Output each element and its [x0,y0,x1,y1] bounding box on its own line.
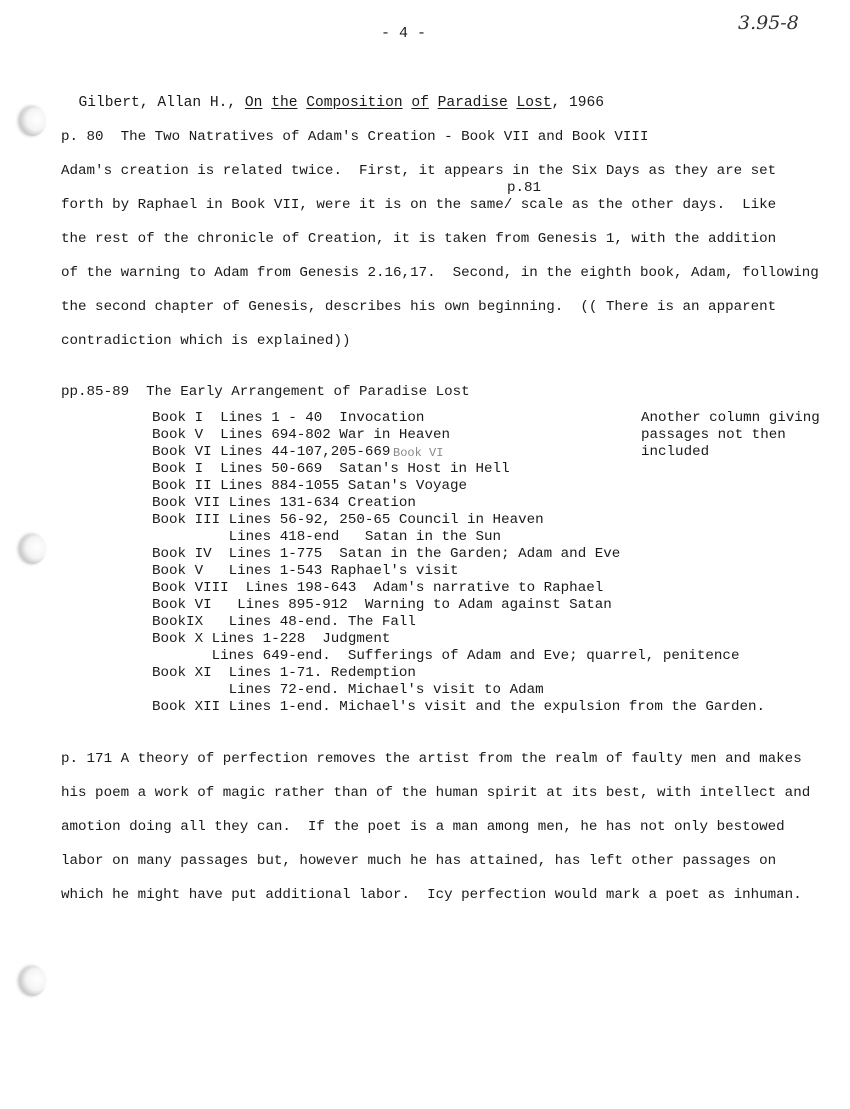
punch-hole-middle [20,534,46,564]
section3-line: which he might have put additional labor. Icy perfection would mark a poet as inhuman. [61,887,802,903]
arrangement-item: Book VIII Lines 198-643 Adam's narrative to Raphael [152,580,604,596]
arrangement-item: Book VII Lines 131-634 Creation [152,495,416,511]
section1-heading: p. 80 The Two Natratives of Adam's Creation - Book VII and Book VIII [61,129,649,145]
arrangement-item: Book VI Lines 44-107,205-669 [152,444,391,460]
arrangement-item: BookIX Lines 48-end. The Fall [152,614,416,630]
citation-title-word: the [271,95,298,111]
citation-title-word: Lost [516,95,552,111]
arrangement-item: Book II Lines 884-1055 Satan's Voyage [152,478,468,494]
arrangement-item: Book IV Lines 1-775 Satan in the Garden; Adam and Eve [152,546,621,562]
section1-line: Adam's creation is related twice. First, it appears in the Six Days as they are set [61,163,777,179]
section3-line: labor on many passages but, however much he has attained, has left other passages on [61,853,777,869]
citation-author: Gilbert, Allan H., [78,95,245,111]
arrangement-item: Book VI Lines 895-912 Warning to Adam against Satan [152,597,612,613]
citation-title-word: of [411,95,429,111]
arrangement-item: Lines 649-end. Sufferings of Adam and Eve; quarrel, penitence [152,648,740,664]
section1-line: forth by Raphael in Book VII, were it is on the same/ scale as the other days. Like [61,197,777,213]
section3-line: amotion doing all they can. If the poet is a man among men, he has not only bestowed [61,819,785,835]
arrangement-item: Book XII Lines 1-end. Michael's visit and the expulsion from the Garden. [152,699,765,715]
section1-line: the rest of the chronicle of Creation, it is taken from Genesis 1, with the addition [61,231,777,247]
section1-line: the second chapter of Genesis, describes his own beginning. (( There is an apparent [61,299,777,315]
citation-title-word: Paradise [437,95,508,111]
section2-heading: pp.85-89 The Early Arrangement of Paradise Lost [61,384,470,400]
side-note-line: included [641,444,710,460]
side-note-line: Another column giving [641,410,820,426]
arrangement-item: Book I Lines 1 - 40 Invocation [152,410,425,426]
page-number: - 4 - [381,25,427,42]
arrangement-item: Book III Lines 56-92, 250-65 Council in Heaven [152,512,544,528]
handwritten-reference: 3.95-8 [738,12,799,34]
arrangement-item: Book V Lines 1-543 Raphael's visit [152,563,459,579]
arrangement-item: Book I Lines 50-669 Satan's Host in Hell [152,461,510,477]
arrangement-item: Book XI Lines 1-71. Redemption [152,665,416,681]
punch-hole-bottom [20,966,46,996]
arrangement-item: Book V Lines 694-802 War in Heaven [152,427,450,443]
section3-line: his poem a work of magic rather than of the human spirit at its best, with intellect and [61,785,811,801]
faint-margin-note: Book VI [393,446,444,460]
side-note-line: passages not then [641,427,786,443]
page-81-marker: p.81 [507,180,542,196]
section1-line: of the warning to Adam from Genesis 2.16,17. Second, in the eighth book, Adam, following [61,265,819,281]
arrangement-item: Lines 72-end. Michael's visit to Adam [152,682,544,698]
citation-year: , 1966 [551,95,605,111]
section3-line: p. 171 A theory of perfection removes the artist from the realm of faulty men and makes [61,751,802,767]
section1-line: contradiction which is explained)) [61,333,351,349]
arrangement-item: Book X Lines 1-228 Judgment [152,631,391,647]
citation-title-word: Composition [306,95,403,111]
arrangement-item: Lines 418-end Satan in the Sun [152,529,502,545]
citation-line [61,79,604,111]
punch-hole-top [20,106,46,136]
citation-title-word: On [244,95,263,111]
